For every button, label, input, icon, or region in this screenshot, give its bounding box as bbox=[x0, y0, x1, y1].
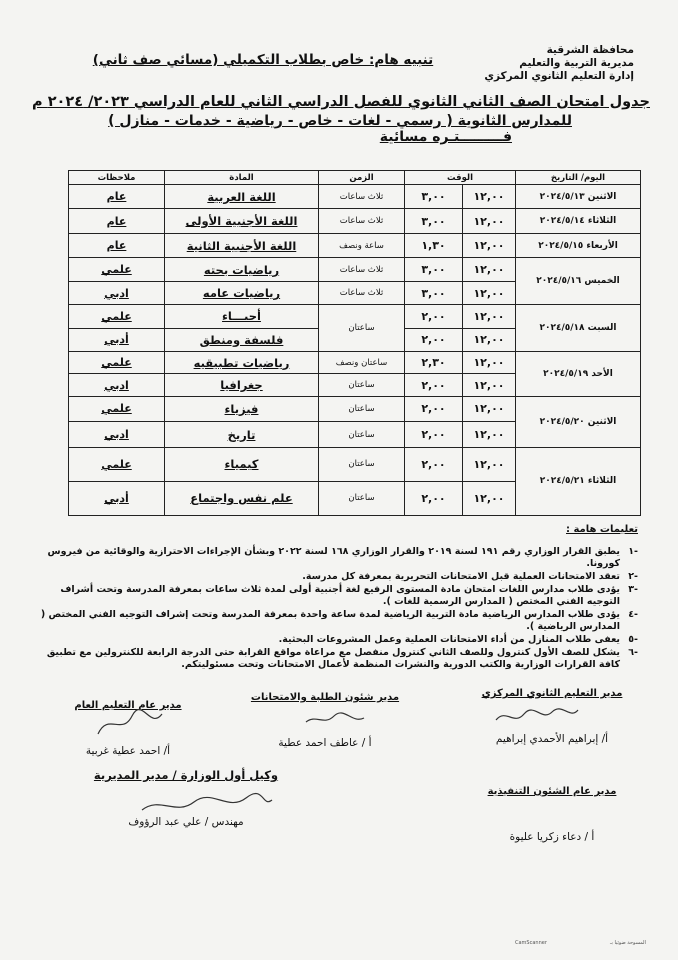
table-row bbox=[69, 185, 641, 209]
handwritten-signature-icon bbox=[136, 790, 276, 820]
duration-cell: ساعة ونصف bbox=[319, 233, 405, 257]
duration-cell: ثلاث ساعات bbox=[319, 258, 405, 281]
note-cell: علمي bbox=[69, 352, 165, 374]
subject-cell: أحيـــاء bbox=[165, 305, 319, 328]
start-time-cell: ١٢,٠٠ bbox=[463, 374, 516, 396]
handwritten-signature-icon bbox=[492, 702, 582, 728]
table-row bbox=[69, 447, 641, 481]
header-duration: الزمن bbox=[319, 171, 405, 185]
item-text: يؤدى طلاب مدارس اللغات امتحان مادة المستوى الرفيع لغة أجنبية أولى لمدة ثلاث ساعات بمعرفة المدرسة وتحت أشراف التوجيه الفني المختص ( المدارس الرسمية للغات ). bbox=[60, 584, 620, 607]
exam-schedule-table bbox=[68, 170, 641, 516]
item-number: -٥ bbox=[628, 634, 638, 645]
note-cell: عام bbox=[69, 209, 165, 233]
header-time: الوقت bbox=[405, 171, 516, 185]
subject-cell: علم نفس واجتماع bbox=[165, 481, 319, 515]
signatory-name: أ/ احمد عطية غربية bbox=[85, 745, 171, 757]
signatory-name: أ / دعاء زكريا عليوة bbox=[509, 831, 595, 843]
table-row bbox=[69, 396, 641, 422]
end-time-cell: ٢,٠٠ bbox=[405, 422, 463, 448]
header-day-date: اليوم/ التاريخ bbox=[516, 171, 641, 185]
duration-cell: ساعتان bbox=[319, 374, 405, 396]
item-text: يشكل للصف الأول كنترول وللصف الثاني كنترول منفصل مع مراعاة مواقع القرابة حتى الدرجة الرابعة للكنترولين مع تطبيق كافة القرارات الوزارية والكتب الدورية والنشرات المنظمة لأعمال الامتحانات وتحت مسئوليتكم. bbox=[46, 647, 620, 670]
end-time-cell: ٣,٠٠ bbox=[405, 209, 463, 233]
signature-secondary-director bbox=[462, 688, 642, 745]
end-time-cell: ٢,٠٠ bbox=[405, 305, 463, 328]
signature-title: مدير عام الشئون التنفيذية bbox=[487, 786, 617, 797]
header-subject: المادة bbox=[165, 171, 319, 185]
signatory-name: مهندس / علي عبد الرؤوف bbox=[128, 816, 244, 828]
table-row bbox=[69, 258, 641, 281]
note-cell: علمي bbox=[69, 258, 165, 281]
subject-cell: كيمياء bbox=[165, 447, 319, 481]
schools-subtitle: للمدارس الثانوية ( رسمي - لغات - خاص - رياضية - خدمات - منازل ) bbox=[108, 113, 572, 129]
signature-title: مدير التعليم الثانوي المركزي bbox=[481, 688, 623, 699]
note-cell: أدبي bbox=[69, 481, 165, 515]
day-date-cell: الأربعاء ٢٠٢٤/٥/١٥ bbox=[516, 233, 641, 257]
period-label: فـــــــــتـره مسائية bbox=[379, 129, 512, 145]
end-time-cell: ٣,٠٠ bbox=[405, 281, 463, 304]
start-time-cell: ١٢,٠٠ bbox=[463, 396, 516, 422]
item-text: يعفى طلاب المنازل من أداء الامتحانات العملية وعمل المشروعات البحثية. bbox=[278, 634, 620, 645]
start-time-cell: ١٢,٠٠ bbox=[463, 209, 516, 233]
subject-cell: فلسفة ومنطق bbox=[165, 328, 319, 351]
duration-cell: ثلاث ساعات bbox=[319, 281, 405, 304]
document-titles bbox=[32, 94, 650, 145]
note-cell: عام bbox=[69, 185, 165, 209]
item-text: تعقد الامتحانات العملية قبل الامتحانات التحريرية بمعرفة كل مدرسة. bbox=[302, 571, 620, 582]
end-time-cell: ٢,٠٠ bbox=[405, 396, 463, 422]
duration-cell: ثلاث ساعات bbox=[319, 185, 405, 209]
header-notes: ملاحظات bbox=[69, 171, 165, 185]
start-time-cell: ١٢,٠٠ bbox=[463, 422, 516, 448]
schedule-title: جدول امتحان الصف الثاني الثانوي للفصل الدراسي الثاني للعام الدراسي ٢٠٢٣/ ٢٠٢٤ م bbox=[32, 94, 650, 110]
duration-cell: ساعتان bbox=[319, 305, 405, 352]
note-cell: ادبي bbox=[69, 374, 165, 396]
subject-cell: اللغة العربية bbox=[165, 185, 319, 209]
duration-cell: ساعتان bbox=[319, 447, 405, 481]
subject-cell: رياضيات تطبيقيه bbox=[165, 352, 319, 374]
note-cell: ادبي bbox=[69, 422, 165, 448]
item-number: -١ bbox=[628, 546, 638, 557]
day-date-cell: الاثنين ٢٠٢٤/٥/١٣ bbox=[516, 185, 641, 209]
end-time-cell: ٣,٠٠ bbox=[405, 258, 463, 281]
scanner-note: المسوحة ضوئيا بـ bbox=[610, 940, 646, 946]
subject-cell: تاريخ bbox=[165, 422, 319, 448]
signature-undersecretary bbox=[86, 768, 286, 828]
note-cell: أدبي bbox=[69, 328, 165, 351]
handwritten-signature-icon bbox=[300, 706, 370, 730]
subject-cell: اللغة الأجنبية الأولى bbox=[165, 209, 319, 233]
signature-title: مدير شئون الطلبة والامتحانات bbox=[250, 692, 400, 703]
table-row bbox=[69, 352, 641, 374]
item-number: -٤ bbox=[628, 609, 638, 620]
signature-executive-affairs bbox=[462, 786, 642, 843]
day-date-cell: السبت ٢٠٢٤/٥/١٨ bbox=[516, 305, 641, 352]
start-time-cell: ١٢,٠٠ bbox=[463, 185, 516, 209]
note-cell: علمي bbox=[69, 396, 165, 422]
duration-cell: ساعتان bbox=[319, 481, 405, 515]
table-row bbox=[69, 209, 641, 233]
start-time-cell: ١٢,٠٠ bbox=[463, 352, 516, 374]
signature-title: وكيل أول الوزارة / مدير المديرية bbox=[93, 768, 279, 782]
list-item bbox=[38, 584, 638, 608]
note-cell: علمي bbox=[69, 447, 165, 481]
duration-cell: ساعتان bbox=[319, 396, 405, 422]
item-number: -٣ bbox=[628, 584, 638, 595]
subject-cell: فيزياء bbox=[165, 396, 319, 422]
end-time-cell: ٢,٠٠ bbox=[405, 374, 463, 396]
end-time-cell: ٣,٠٠ bbox=[405, 185, 463, 209]
end-time-cell: ٢,٠٠ bbox=[405, 481, 463, 515]
list-item bbox=[38, 546, 638, 570]
day-date-cell: الثلاثاء ٢٠٢٤/٥/٢١ bbox=[516, 447, 641, 515]
governorate-name: محافظة الشرقية bbox=[546, 44, 634, 56]
signature-students-affairs bbox=[240, 692, 410, 749]
organization-header bbox=[474, 44, 634, 83]
subject-cell: رياضيات بحته bbox=[165, 258, 319, 281]
start-time-cell: ١٢,٠٠ bbox=[463, 281, 516, 304]
duration-cell: ثلاث ساعات bbox=[319, 209, 405, 233]
start-time-cell: ١٢,٠٠ bbox=[463, 305, 516, 328]
signature-title: مدير عام التعليم العام bbox=[74, 700, 182, 711]
table-row bbox=[69, 305, 641, 328]
table-row bbox=[69, 233, 641, 257]
start-time-cell: ١٢,٠٠ bbox=[463, 447, 516, 481]
day-date-cell: الثلاثاء ٢٠٢٤/٥/١٤ bbox=[516, 209, 641, 233]
list-item bbox=[38, 647, 638, 671]
item-text: يطبق القرار الوزاري رقم ١٩١ لسنة ٢٠١٩ والقرار الوزاري ١٦٨ لسنة ٢٠٢٢ وبشأن الإجراءات الاحترازية والوقائية من فيروس كورونا. bbox=[47, 546, 620, 569]
start-time-cell: ١٢,٠٠ bbox=[463, 481, 516, 515]
item-text: يؤدى طلاب المدارس الرياضية مادة التربية الرياضية لمدة ساعة واحدة بمعرفة المدرسة وتحت إشراف التوجيه الفني المختص ( المدارس الرياضية ). bbox=[40, 609, 620, 632]
end-time-cell: ١,٣٠ bbox=[405, 233, 463, 257]
subject-cell: اللغة الأجنبية الثانية bbox=[165, 233, 319, 257]
note-cell: ادبي bbox=[69, 281, 165, 304]
note-cell: عام bbox=[69, 233, 165, 257]
list-item bbox=[38, 634, 638, 646]
handwritten-signature-icon bbox=[88, 708, 168, 738]
end-time-cell: ٢,٠٠ bbox=[405, 328, 463, 351]
signature-general-education bbox=[48, 700, 208, 757]
subject-cell: رياضيات عامه bbox=[165, 281, 319, 304]
scanner-watermark: CamScanner bbox=[515, 940, 547, 946]
instructions-list bbox=[38, 546, 638, 672]
list-item bbox=[38, 571, 638, 583]
duration-cell: ساعتان bbox=[319, 422, 405, 448]
day-date-cell: الخميس ٢٠٢٤/٥/١٦ bbox=[516, 258, 641, 305]
end-time-cell: ٢,٣٠ bbox=[405, 352, 463, 374]
subject-cell: جغرافيا bbox=[165, 374, 319, 396]
day-date-cell: الاثنين ٢٠٢٤/٥/٢٠ bbox=[516, 396, 641, 447]
start-time-cell: ١٢,٠٠ bbox=[463, 328, 516, 351]
start-time-cell: ١٢,٠٠ bbox=[463, 233, 516, 257]
list-item bbox=[38, 609, 638, 633]
instructions-title: تعليمات هامة : bbox=[566, 524, 638, 535]
signatory-name: أ/ إبراهيم الأحمدي إبراهيم bbox=[495, 733, 609, 745]
item-number: -٢ bbox=[628, 571, 638, 582]
note-cell: علمي bbox=[69, 305, 165, 328]
administration-name: إدارة التعليم الثانوي المركزي bbox=[484, 70, 634, 82]
important-notice: تنبيه هام: خاص بطلاب التكميلي (مسائي صف ثاني) bbox=[92, 52, 434, 68]
duration-cell: ساعتان ونصف bbox=[319, 352, 405, 374]
item-number: -٦ bbox=[628, 647, 638, 658]
table-header-row bbox=[69, 171, 641, 185]
directorate-name: مديرية التربية والتعليم bbox=[519, 57, 634, 69]
day-date-cell: الأحد ٢٠٢٤/٥/١٩ bbox=[516, 352, 641, 397]
end-time-cell: ٢,٠٠ bbox=[405, 447, 463, 481]
start-time-cell: ١٢,٠٠ bbox=[463, 258, 516, 281]
signatory-name: أ / عاطف احمد عطية bbox=[278, 737, 372, 749]
